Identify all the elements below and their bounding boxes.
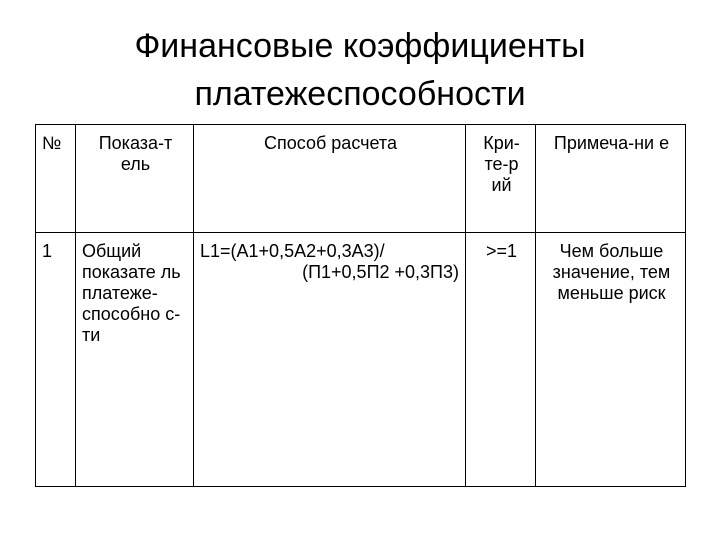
cell-number: 1 (36, 233, 76, 487)
slide-title-line2: платежеспособности (194, 75, 526, 113)
header-number: № (36, 125, 76, 233)
table-row (36, 233, 686, 487)
slide-title-line1: Финансовые коэффициенты (134, 27, 586, 65)
table-header-row (36, 125, 686, 233)
slide-title (0, 22, 720, 118)
cell-formula (194, 233, 466, 487)
header-criterion: Кри- те-р ий (466, 125, 536, 233)
header-indicator: Показа-т ель (76, 125, 194, 233)
formula-numerator: L1=(А1+0,5А2+0,3А3)/ (200, 241, 385, 261)
header-method: Способ расчета (194, 125, 466, 233)
cell-indicator: Общий показате ль платеже- способно с-ти (76, 233, 194, 487)
cell-criterion: >=1 (466, 233, 536, 487)
cell-note: Чем больше значение, тем меньше риск (536, 233, 686, 487)
formula-denominator: (П1+0,5П2 +0,3П3) (302, 262, 459, 282)
header-note: Примеча-ни е (536, 125, 686, 233)
coefficients-table (35, 124, 686, 487)
